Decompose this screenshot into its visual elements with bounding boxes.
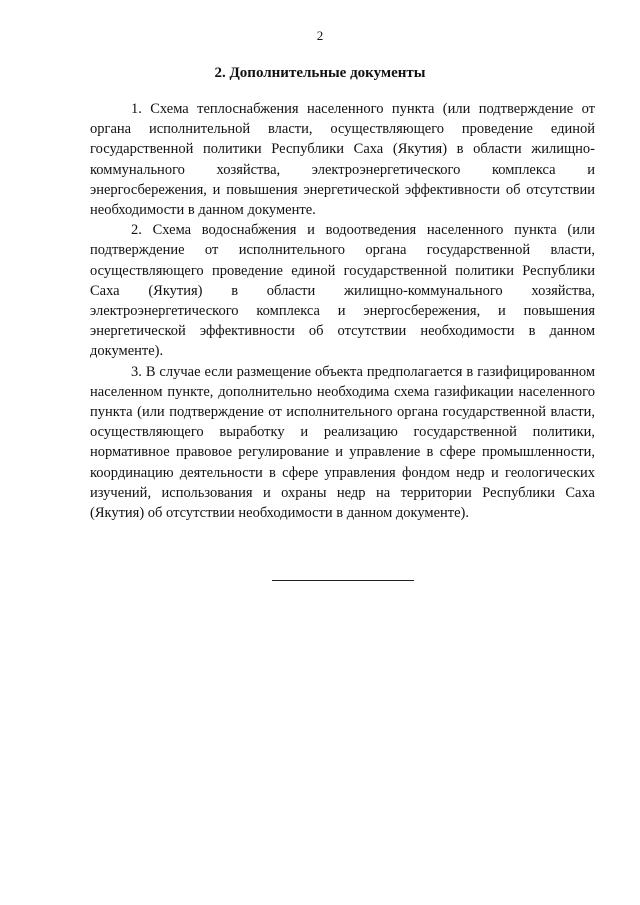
paragraph-item-3: 3. В случае если размещение объекта предполагается в газифицированном населенном пункте, дополнительно необходима схема газификации населенного пункта (или подтверждение от исполнительного органа государственной власти, осуществляющего выработку и реализацию государственной политики, нормативное правовое регулирование и управление в сфере промышленности, координацию деятельности в сфере управления фондом недр и геологических изучений, использования и охраны недр на территории Республики Саха (Якутия) об отсутствии необходимости в данном документе). (90, 363, 595, 522)
end-separator-line (272, 580, 414, 581)
section-title: 2. Дополнительные документы (214, 65, 426, 81)
page-number: 2 (316, 28, 324, 43)
paragraph-item-2: 2. Схема водоснабжения и водоотведения населенного пункта (или подтверждение от исполнительного органа государственной власти, осуществляющего проведение единой государственной политики Республики Саха (Якутия) в области жилищно-коммунального хозяйства, электроэнергетического комплекса и энергосбережения, и повышения энергетической эффективности об отсутствии необходимости в данном документе). (90, 222, 595, 360)
section-body (90, 99, 595, 523)
paragraph-item-1: 1. Схема теплоснабжения населенного пункта (или подтверждение от органа исполнительной власти, осуществляющего проведение единой государственной политики Республики Саха (Якутия) в области жилищно-коммунального хозяйства, электроэнергетического комплекса и энергосбережения, и повышения энергетической эффективности об отсутствии необходимости в данном документе. (90, 101, 595, 219)
